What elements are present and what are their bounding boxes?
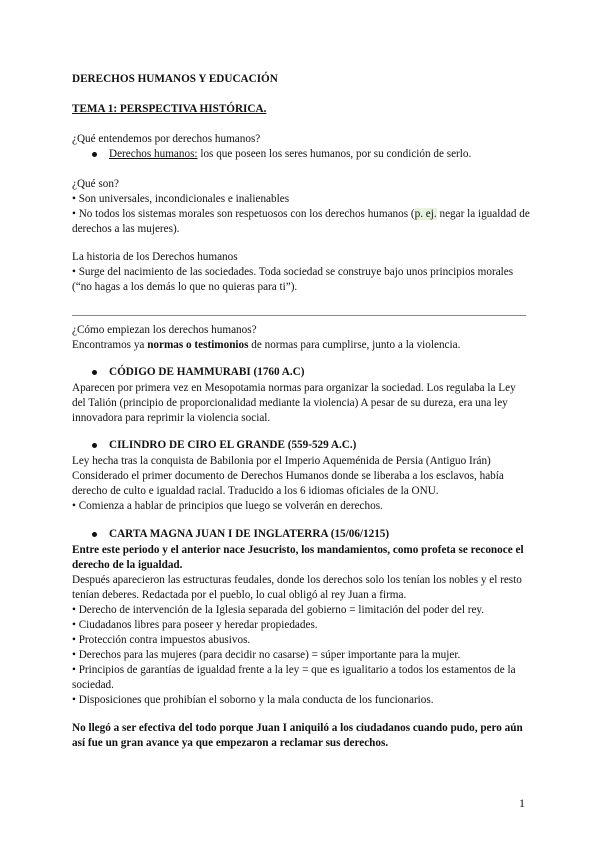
question-3: ¿Cómo empiezan los derechos humanos? xyxy=(72,324,257,336)
carta-title: CARTA MAGNA JUAN I DE INGLATERRA (15/06/1215) xyxy=(109,528,390,540)
ciro-title: CILINDRO DE CIRO EL GRANDE (559-529 A.C.) xyxy=(109,439,357,451)
encontramos-end: de normas para cumplirse, junto a la violencia. xyxy=(248,339,461,351)
bullet-icon xyxy=(92,370,97,375)
bullet-icon xyxy=(92,152,97,157)
history-title: La historia de los Derechos humanos xyxy=(72,251,238,263)
question-2: ¿Qué son? xyxy=(72,178,119,190)
carta-line-5: • Protección contra impuestos abusivos. xyxy=(72,634,251,646)
carta-line-1: Después aparecieron las estructuras feudales, donde los derechos solo los tenían los nobles y el resto xyxy=(72,574,522,586)
hammurabi-line-1: Aparecen por primera vez en Mesopotamia normas para organizar la sociedad. Los regulaba la Ley xyxy=(72,382,516,394)
definition-text: los que poseen los seres humanos, por su condición de serlo. xyxy=(197,148,472,160)
son-line-2-end: negar la igualdad de xyxy=(436,208,530,220)
encontramos-line xyxy=(72,337,460,353)
history-line-1: • Surge del nacimiento de las sociedades. Toda sociedad se construye bajo unos principios morales xyxy=(72,266,514,278)
carta-bold-line-2: derecho de la igualdad. xyxy=(72,559,183,571)
hammurabi-title: CÓDIGO DE HAMMURABI (1760 A.C) xyxy=(109,366,305,378)
encontramos-start: Encontramos ya xyxy=(72,339,148,351)
encontramos-bold: normas o testimonios xyxy=(147,339,249,351)
section-divider xyxy=(72,315,526,316)
ciro-line-1: Ley hecha tras la conquista de Babilonia por el Imperio Aqueménida de Persia (Antiguo Irán) xyxy=(72,455,491,467)
history-line-2: (“no hagas a los demás lo que no quieras para ti”). xyxy=(72,281,298,293)
tema-heading: TEMA 1: PERSPECTIVA HISTÓRICA. xyxy=(72,103,267,115)
carta-heading xyxy=(92,526,389,542)
ciro-heading xyxy=(92,437,356,453)
hammurabi-line-2: del Talión (principio de proporcionalidad mediante la violencia) A pesar de su dureza, era una ley xyxy=(72,397,508,409)
carta-line-4: • Ciudadanos libres para poseer y heredar propiedades. xyxy=(72,619,318,631)
bullet-icon xyxy=(92,532,97,537)
carta-line-8: sociedad. xyxy=(72,679,114,691)
carta-line-7: • Principios de garantías de igualdad frente a la ley = que es igualitario a todos los estamentos de la xyxy=(72,664,516,676)
definition-term: Derechos humanos: xyxy=(109,148,198,160)
ciro-line-3: derecho de culto e igualdad racial. Traducido a los 6 idiomas oficiales de la ONU. xyxy=(72,485,439,497)
hammurabi-line-3: innovadora para reprimir la violencia social. xyxy=(72,412,271,424)
ciro-line-4: • Comienza a hablar de principios que luego se volverán en derechos. xyxy=(72,500,383,512)
son-line-3: derechos a las mujeres). xyxy=(72,223,180,235)
bullet-icon xyxy=(92,443,97,448)
conclusion-line-1: No llegó a ser efectiva del todo porque Juan I aniquiló a los ciudadanos cuando pudo, pero aún xyxy=(72,722,523,734)
hammurabi-heading xyxy=(92,364,304,380)
son-line-2 xyxy=(72,206,530,222)
question-1: ¿Qué entendemos por derechos humanos? xyxy=(72,133,261,145)
definition-bullet xyxy=(92,146,471,162)
carta-line-2: tenían deberes. Redactada por el pueblo, lo cual obligó al rey Juan a firma. xyxy=(72,589,407,601)
conclusion-line-2: así fue un gran avance ya que empezaron a reclamar sus derechos. xyxy=(72,737,389,749)
carta-line-9: • Disposiciones que prohibían el soborno y la mala conducta de los funcionarios. xyxy=(72,694,434,706)
son-line-1: • Son universales, incondicionales e inalienables xyxy=(72,193,290,205)
carta-line-6: • Derechos para las mujeres (para decidir no casarse) = súper importante para la mujer. xyxy=(72,649,461,661)
son-line-2-start: • No todos los sistemas morales son respetuosos con los derechos humanos ( xyxy=(72,208,415,220)
document-title: DERECHOS HUMANOS Y EDUCACIÓN xyxy=(72,73,278,85)
carta-bold-line-1: Entre este periodo y el anterior nace Jesucristo, los mandamientos, como profeta se reconoce el xyxy=(72,544,524,556)
carta-line-3: • Derecho de intervención de la Iglesia separada del gobierno = limitación del poder del rey. xyxy=(72,604,485,616)
ciro-line-2: Considerado el primer documento de Derechos Humanos donde se liberaba a los esclavos, había xyxy=(72,470,504,482)
page-number: 1 xyxy=(519,796,525,810)
highlighted-text: p. ej. xyxy=(414,208,437,220)
